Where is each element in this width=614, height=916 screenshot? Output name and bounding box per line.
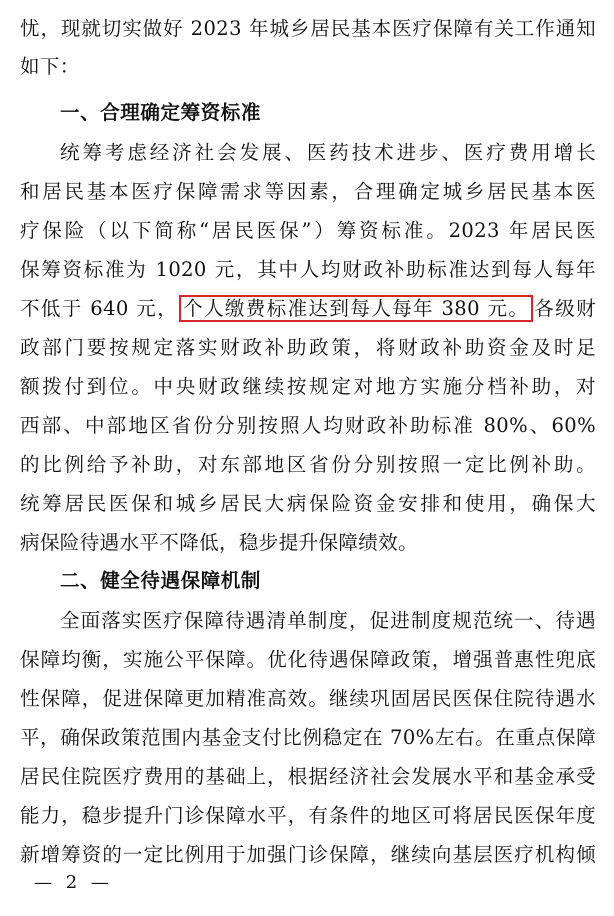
section-heading: 二、健全待遇保障机制: [60, 569, 262, 592]
paragraph-line-with-highlight: [20, 290, 596, 328]
highlight-box: 个人缴费标准达到每人每年 380 元。: [179, 295, 533, 322]
line-text: 不低于 640 元，: [20, 297, 179, 320]
paragraph-line: 如下：: [20, 55, 80, 78]
paragraph-line: 政部门要按规定落实财政补助政策，将财政补助资金及时足: [20, 336, 596, 359]
paragraph-line: 新增筹资的一定比例用于加强门诊保障，继续向基层医疗机构倾: [20, 843, 596, 866]
paragraph-line: 能力，稳步提升门诊保障水平，有条件的地区可将居民医保年度: [20, 804, 596, 827]
page-number: — 2 —: [34, 872, 113, 893]
paragraph-line: 全面落实医疗保障待遇清单制度，促进制度规范统一、待遇: [60, 609, 596, 632]
paragraph-line: 的比例给予补助，对东部地区省份分别按照一定比例补助。: [20, 453, 596, 476]
paragraph-line: 平，确保政策范围内基金支付比例稳定在 70%左右。在重点保障: [20, 726, 596, 749]
paragraph-line: 病保险待遇水平不降低，稳步提升保障绩效。: [20, 531, 419, 554]
line-text: 各级财: [534, 297, 596, 320]
paragraph-line: 统筹居民医保和城乡居民大病保险资金安排和使用，确保大: [20, 492, 596, 515]
section-heading: 一、合理确定筹资标准: [60, 101, 262, 124]
paragraph-line: 额拨付到位。中央财政继续按规定对地方实施分档补助，对: [20, 375, 596, 398]
paragraph-line: 保障均衡，实施公平保障。优化待遇保障政策，增强普惠性兜底: [20, 648, 596, 671]
paragraph-line: 保筹资标准为 1020 元，其中人均财政补助标准达到每人每年: [20, 258, 596, 281]
paragraph-line: 统筹考虑经济社会发展、医药技术进步、医疗费用增长: [60, 141, 596, 164]
paragraph-line: 西部、中部地区省份分别按照人均财政补助标准 80%、60%: [20, 414, 596, 437]
paragraph-line: 居民住院医疗费用的基础上，根据经济社会发展水平和基金承受: [20, 765, 596, 788]
paragraph-line: 性保障，促进保障更加精准高效。继续巩固居民医保住院待遇水: [20, 687, 596, 710]
paragraph-line: 忧，现就切实做好 2023 年城乡居民基本医疗保障有关工作通知: [20, 17, 596, 40]
paragraph-line: 疗保险（以下简称“居民医保”）筹资标准。2023 年居民医: [20, 219, 596, 242]
paragraph-line: 和居民基本医疗保障需求等因素，合理确定城乡居民基本医: [20, 180, 596, 203]
